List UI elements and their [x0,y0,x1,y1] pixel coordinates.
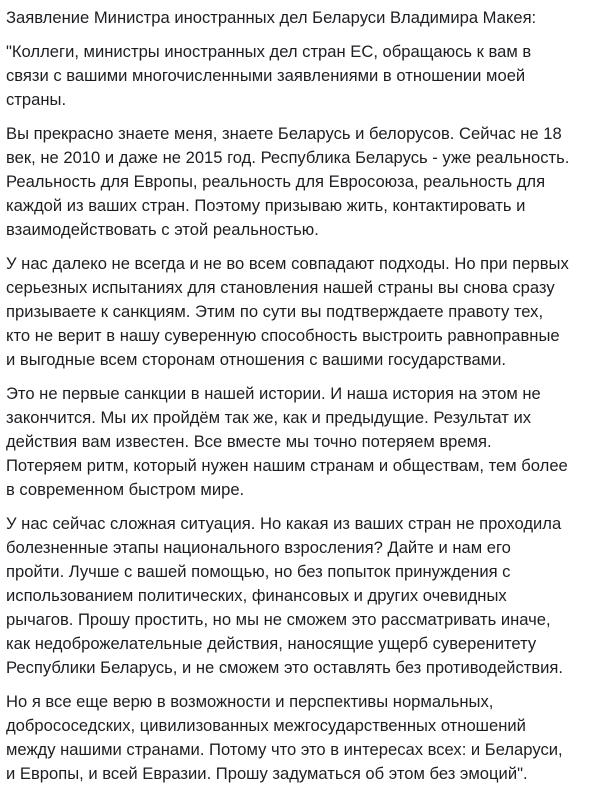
paragraph [6,382,609,502]
text-line: век, не 2010 и даже не 2015 год. Республика Беларусь - уже реальность. [6,148,570,167]
text-line: Заявление Министра иностранных дел Беларуси Владимира Макея: [6,8,537,27]
paragraph [6,690,609,786]
paragraph [6,40,609,112]
text-line: между нашими странами. Потому что это в интересах всех: и Беларуси, [6,740,563,759]
text-line: призываете к санкциям. Этим по сути вы подтверждаете правоту тех, [6,302,544,321]
text-line: рычагов. Прошу простить, но мы не сможем это рассматривать иначе, [6,610,551,629]
text-line: взаимодействовать с этой реальностью. [6,220,319,239]
text-line: использованием политических, финансовых и других очевидных [6,586,507,605]
text-line: кто не верит в нашу суверенную способность выстроить равноправные [6,326,560,345]
text-line: Это не первые санкции в нашей истории. И наша история на этом не [6,384,541,403]
text-line: У нас далеко не всегда и не во всем совпадают подходы. Но при первых [6,254,569,273]
text-line: болезненные этапы национального взросления? Дайте и нам его [6,538,511,557]
text-line: "Коллеги, министры иностранных дел стран ЕС, обращаюсь к вам в [6,42,532,61]
text-line: в современном быстром мире. [6,480,245,499]
text-line: серьезных испытаниях для становления нашей страны вы снова сразу [6,278,555,297]
text-line: и выгодные всем сторонам отношения с вашими государствами. [6,350,506,369]
post-title [6,6,609,30]
text-line: пройти. Лучше с вашей помощью, но без попыток принуждения с [6,562,511,581]
text-line: У нас сейчас сложная ситуация. Но какая из ваших стран не проходила [6,514,562,533]
text-line: Но я все еще верю в возможности и перспективы нормальных, [6,692,494,711]
paragraph [6,252,609,372]
post-paragraphs [6,40,609,786]
text-line: действия вам известен. Все вместе мы точно потеряем время. [6,432,492,451]
paragraph [6,122,609,242]
text-line: каждой из ваших стран. Поэтому призываю жить, контактировать и [6,196,526,215]
text-line: как недоброжелательные действия, наносящие ущерб суверенитету [6,634,537,653]
text-line: закончится. Мы их пройдём так же, как и предыдущие. Результат их [6,408,532,427]
text-line: и Европы, и всей Евразии. Прошу задуматься об этом без эмоций". [6,764,528,783]
text-line: добрососедских, цивилизованных межгосударственных отношений [6,716,526,735]
text-line: Реальность для Европы, реальность для Евросоюза, реальность для [6,172,546,191]
text-line: Вы прекрасно знаете меня, знаете Беларусь и белорусов. Сейчас не 18 [6,124,562,143]
text-line: Потеряем ритм, который нужен нашим странам и обществам, тем более [6,456,568,475]
text-line: страны. [6,90,67,109]
text-line: связи с вашими многочисленными заявлениями в отношении моей [6,66,526,85]
paragraph [6,512,609,680]
text-line: Республики Беларусь, и не сможем это оставлять без противодействия. [6,658,564,677]
